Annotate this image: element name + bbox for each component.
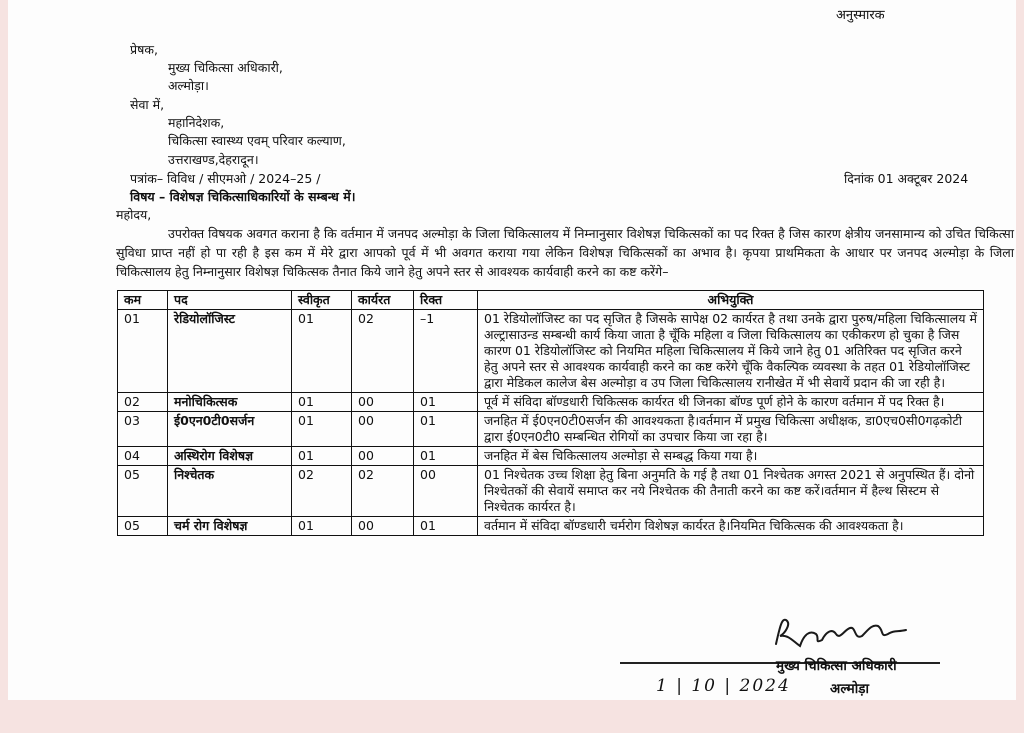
- body-paragraph: उपरोक्त विषयक अवगत कराना है कि वर्तमान में जनपद अल्मोड़ा के जिला चिकित्सालय में निम्नानुसार विशेषज्ञ चिकित्सकों का पद रिक्त है जिस कारण क्षेत्रीय जनसामान्य को उचित चिकित्सा सुविधा प्राप्त नहीं हो पा रही है इस कम में मेरे द्वारा आपको पूर्व में भी अवगत कराया गया लेकिन विशेषज्ञ चिकित्सकों का अभाव है। कृपया प्राथमिकता के आधार पर जनपद अल्मोड़ा के जिला चिकित्सालय हेतु निम्नानुसार विशेषज्ञ चिकित्सक तैनात किये जाने हेतु अपने स्तर से आवश्यक कार्यवाही करने का कष्ट करेंगे–: [116, 226, 1015, 279]
- signatory-place: अल्मोड़ा: [830, 681, 869, 697]
- cell-remark: जनहित में ई0एन0टी0सर्जन की आवश्यकता है।वर्तमान में प्रमुख चिकित्सा अधीक्षक, डा0एच0सी0गढ़कोटी द्वारा ई0एन0टी0 सम्बन्धित रोगियों का उपचार किया जा रहा है।: [478, 412, 984, 447]
- cell-serial: 03: [118, 412, 168, 447]
- cell-working: 02: [352, 466, 414, 517]
- header-remarks: अभियुक्ति: [478, 291, 984, 310]
- signatory-designation: मुख्य चिकित्सा अधिकारी: [776, 658, 897, 674]
- recipient-designation: महानिदेशक,: [168, 115, 225, 130]
- cell-vacant: 00: [414, 466, 478, 517]
- cell-post: निश्चेतक: [168, 466, 292, 517]
- table-row: [118, 310, 984, 393]
- cell-sanctioned: 01: [292, 393, 352, 412]
- specialist-table: [117, 290, 984, 536]
- table-row: [118, 466, 984, 517]
- cell-sanctioned: 02: [292, 466, 352, 517]
- cell-sanctioned: 01: [292, 310, 352, 393]
- cell-serial: 05: [118, 466, 168, 517]
- reference-number: पत्रांक– विविध / सीएमओ / 2024–25 /: [130, 171, 321, 186]
- table-row: [118, 447, 984, 466]
- recipient-place: उत्तराखण्ड,देहरादून।: [168, 152, 259, 167]
- cell-vacant: –1: [414, 310, 478, 393]
- cell-sanctioned: 01: [292, 517, 352, 536]
- recipient-department: चिकित्सा स्वास्थ्य एवम् परिवार कल्याण,: [168, 133, 346, 148]
- cell-vacant: 01: [414, 447, 478, 466]
- cell-post: रेडियोलॉजिस्ट: [168, 310, 292, 393]
- cell-sanctioned: 01: [292, 412, 352, 447]
- cell-serial: 05: [118, 517, 168, 536]
- sender-label: प्रेषक,: [130, 42, 158, 57]
- cell-vacant: 01: [414, 517, 478, 536]
- cell-post: मनोचिकित्सक: [168, 393, 292, 412]
- table-row: [118, 393, 984, 412]
- letter-heading: अनुस्मारक: [836, 8, 885, 23]
- cell-serial: 02: [118, 393, 168, 412]
- table-header-row: [118, 291, 984, 310]
- cell-remark: वर्तमान में संविदा बॉण्डधारी चर्मरोग विशेषज्ञ कार्यरत है।नियमित चिकित्सक की आवश्यकता है।: [478, 517, 984, 536]
- cell-working: 00: [352, 517, 414, 536]
- cell-remark: 01 निश्चेतक उच्च शिक्षा हेतु बिना अनुमति के गई है तथा 01 निश्चेतक अगस्त 2021 से अनुपस्थित हैं। दोनो निश्चेतकों की सेवायें समाप्त कर नये निश्चेतक की तैनाती करने का कष्ट करें।वर्तमान में हैल्थ सिस्टम से निश्चेतक कार्यरत है।: [478, 466, 984, 517]
- cell-post: चर्म रोग विशेषज्ञ: [168, 517, 292, 536]
- cell-working: 02: [352, 310, 414, 393]
- cell-vacant: 01: [414, 412, 478, 447]
- sender-place: अल्मोड़ा।: [168, 78, 209, 93]
- sender-designation: मुख्य चिकित्सा अधिकारी,: [168, 60, 283, 75]
- header-sanctioned: स्वीकृत: [292, 291, 352, 310]
- handwritten-date: 1 | 10 | 2024: [656, 676, 791, 696]
- cell-remark: जनहित में बेस चिकित्सालय अल्मोड़ा से सम्बद्ध किया गया है।: [478, 447, 984, 466]
- cell-sanctioned: 01: [292, 447, 352, 466]
- table-row: [118, 517, 984, 536]
- cell-remark: 01 रेडियोलॉजिस्ट का पद सृजित है जिसके सापेक्ष 02 कार्यरत है तथा उनके द्वारा पुरुष/महिला चिकित्सालय में अल्ट्रासाउन्ड सम्बन्धी कार्य किया जाता है चूँकि महिला व जिला चिकित्सालय का एकीकरण हो चुका है जिस कारण 01 रेडियोलॉजिस्ट को नियमित महिला चिकित्सालय में किये जाने हेतु 01 अतिरिक्त पद सृजित करने हेतु अपने स्तर से आवश्यक कार्यवाही करने का कष्ट करेंगे चूँकि वैकल्पिक व्यवस्था के तहत 01 रेडियोलॉजिस्ट द्वारा मेडिकल कालेज बेस अल्मोड़ा व उप जिला चिकित्सालय रानीखेत में भी सेवायें प्रदान की जा रही है।: [478, 310, 984, 393]
- subject-line: विषय – विशेषज्ञ चिकित्साधिकारियों के सम्बन्ध में।: [130, 189, 356, 204]
- signature-scribble: [770, 612, 920, 652]
- cell-post: अस्थिरोग विशेषज्ञ: [168, 447, 292, 466]
- cell-working: 00: [352, 393, 414, 412]
- salutation: महोदय,: [116, 207, 152, 222]
- header-serial: कम: [118, 291, 168, 310]
- header-vacant: रिक्त: [414, 291, 478, 310]
- header-post: पद: [168, 291, 292, 310]
- cell-vacant: 01: [414, 393, 478, 412]
- cell-serial: 01: [118, 310, 168, 393]
- cell-remark: पूर्व में संविदा बॉण्डधारी चिकित्सक कार्यरत थी जिनका बॉण्ड पूर्ण होने के कारण वर्तमान में पद रिक्त है।: [478, 393, 984, 412]
- cell-post: ई0एन0टी0सर्जन: [168, 412, 292, 447]
- cell-working: 00: [352, 447, 414, 466]
- header-working: कार्यरत: [352, 291, 414, 310]
- cell-working: 00: [352, 412, 414, 447]
- cell-serial: 04: [118, 447, 168, 466]
- recipient-label: सेवा में,: [130, 97, 165, 112]
- letter-date: दिनांक 01 अक्टूबर 2024: [844, 171, 969, 186]
- table-row: [118, 412, 984, 447]
